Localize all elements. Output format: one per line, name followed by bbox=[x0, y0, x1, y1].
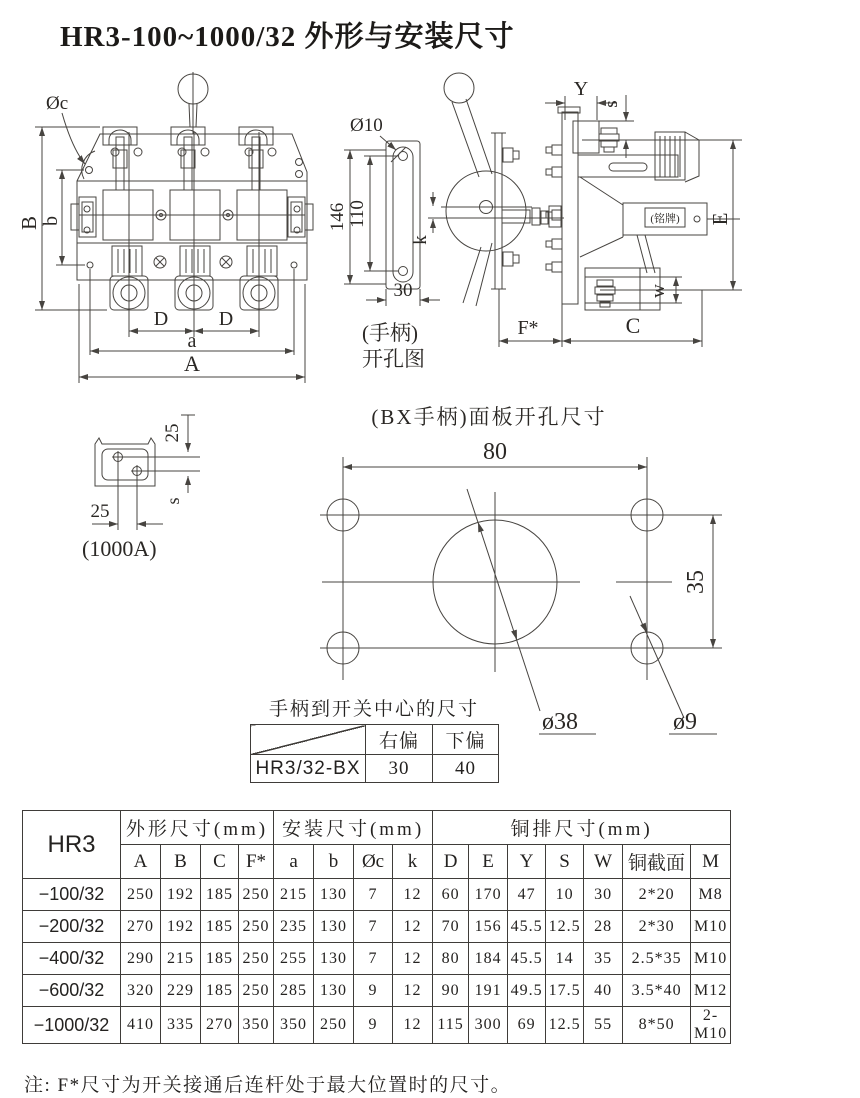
table-corner-HR3: HR3 bbox=[23, 811, 121, 879]
group-header-outline: 外形尺寸(mm) bbox=[121, 811, 274, 845]
cell: 3.5*40 bbox=[623, 975, 691, 1007]
cell: 80 bbox=[433, 943, 469, 975]
cell: 255 bbox=[274, 943, 314, 975]
col-header-Y: Y bbox=[508, 845, 546, 879]
handle-cutout-drawing bbox=[327, 115, 440, 371]
cell: 184 bbox=[469, 943, 508, 975]
cell: 12 bbox=[393, 911, 433, 943]
col-header-a: a bbox=[274, 845, 314, 879]
cell: 130 bbox=[314, 911, 354, 943]
col-header-M: M bbox=[691, 845, 731, 879]
dim-label-phi9: ø9 bbox=[673, 709, 697, 735]
cell: 192 bbox=[161, 911, 201, 943]
dim-label-b: b bbox=[40, 216, 62, 226]
cell: 9 bbox=[354, 1007, 393, 1044]
cell: 2*30 bbox=[623, 911, 691, 943]
cell: 170 bbox=[469, 879, 508, 911]
cell: 250 bbox=[314, 1007, 354, 1044]
dim-label-A: A bbox=[184, 351, 200, 376]
cell: 290 bbox=[121, 943, 161, 975]
cell: 90 bbox=[433, 975, 469, 1007]
cell: 192 bbox=[161, 879, 201, 911]
cell: 69 bbox=[508, 1007, 546, 1044]
cell: 2.5*35 bbox=[623, 943, 691, 975]
dim-label-110: 110 bbox=[347, 200, 368, 228]
row-model: −100/32 bbox=[23, 879, 121, 911]
col-header-phi-c: Øc bbox=[354, 845, 393, 879]
dim-label-Y: Y bbox=[573, 78, 589, 100]
cell: 270 bbox=[121, 911, 161, 943]
cell: 40 bbox=[584, 975, 623, 1007]
col-header-E: E bbox=[469, 845, 508, 879]
bx-panel-title: (BX手柄)面板开孔尺寸 bbox=[371, 405, 607, 429]
cell: 185 bbox=[201, 975, 239, 1007]
table-row-400-32 bbox=[23, 943, 731, 975]
table-row-1000-32 bbox=[23, 1007, 731, 1044]
cell: 250 bbox=[121, 879, 161, 911]
dim-label-phi-c: Øc bbox=[46, 93, 69, 114]
dim-label-a: a bbox=[187, 330, 197, 352]
cell: 250 bbox=[239, 911, 274, 943]
offset-right-value: 30 bbox=[366, 755, 433, 783]
bx-panel-drawing bbox=[320, 405, 722, 735]
offset-down-value: 40 bbox=[433, 755, 499, 783]
cell: 55 bbox=[584, 1007, 623, 1044]
cell: 12.5 bbox=[546, 911, 584, 943]
offset-header-down: 下偏 bbox=[433, 725, 499, 755]
table-row-100-32 bbox=[23, 879, 731, 911]
dim-label-C: C bbox=[625, 313, 641, 338]
dim-label-80: 80 bbox=[483, 439, 507, 465]
col-header-D: D bbox=[433, 845, 469, 879]
dim-label-F: F* bbox=[517, 317, 539, 339]
table-row-200-32 bbox=[23, 911, 731, 943]
offset-table-section bbox=[250, 694, 498, 783]
dim-label-35: 35 bbox=[683, 570, 709, 594]
col-header-k: k bbox=[393, 845, 433, 879]
cell: 285 bbox=[274, 975, 314, 1007]
dim-label-s-side: s bbox=[601, 100, 622, 108]
col-header-F: F* bbox=[239, 845, 274, 879]
cell: 7 bbox=[354, 911, 393, 943]
cell: 320 bbox=[121, 975, 161, 1007]
bracket-1000a-drawing bbox=[82, 415, 200, 561]
cell: 350 bbox=[274, 1007, 314, 1044]
row-model: −1000/32 bbox=[23, 1007, 121, 1044]
col-header-W: W bbox=[584, 845, 623, 879]
cell: 215 bbox=[274, 879, 314, 911]
dim-label-25-horiz: 25 bbox=[90, 501, 110, 522]
cell: 60 bbox=[433, 879, 469, 911]
cell: M10 bbox=[691, 911, 731, 943]
cell: 250 bbox=[239, 879, 274, 911]
dim-label-25-vert: 25 bbox=[162, 423, 183, 443]
cell: 7 bbox=[354, 879, 393, 911]
col-header-b: b bbox=[314, 845, 354, 879]
cell: 229 bbox=[161, 975, 201, 1007]
dim-label-30: 30 bbox=[393, 280, 413, 301]
row-model: −600/32 bbox=[23, 975, 121, 1007]
cell: 130 bbox=[314, 879, 354, 911]
cell: 2-M10 bbox=[691, 1007, 731, 1044]
col-header-S: S bbox=[546, 845, 584, 879]
cell: 30 bbox=[584, 879, 623, 911]
handle-caption-line2: 开孔图 bbox=[362, 347, 425, 371]
dim-label-w: w bbox=[648, 284, 669, 298]
offset-table-title: 手柄到开关中心的尺寸 bbox=[268, 699, 479, 720]
cell: 45.5 bbox=[508, 943, 546, 975]
dim-label-phi38: ø38 bbox=[542, 709, 578, 735]
cell: 17.5 bbox=[546, 975, 584, 1007]
cell: 28 bbox=[584, 911, 623, 943]
col-header-A: A bbox=[121, 845, 161, 879]
cell: 130 bbox=[314, 975, 354, 1007]
cell: 35 bbox=[584, 943, 623, 975]
cell: 235 bbox=[274, 911, 314, 943]
cell: 215 bbox=[161, 943, 201, 975]
group-header-install: 安装尺寸(mm) bbox=[274, 811, 433, 845]
handle-caption-line1: (手柄) bbox=[362, 321, 418, 345]
dim-label-s-bracket: s bbox=[163, 497, 183, 505]
cell: 410 bbox=[121, 1007, 161, 1044]
cell: 2*20 bbox=[623, 879, 691, 911]
cell: 156 bbox=[469, 911, 508, 943]
offset-header-row bbox=[251, 725, 499, 755]
dim-label-k: k bbox=[410, 235, 431, 245]
cell: 185 bbox=[201, 879, 239, 911]
cell: 47 bbox=[508, 879, 546, 911]
cell: 250 bbox=[239, 943, 274, 975]
cell: 250 bbox=[239, 975, 274, 1007]
cell: 185 bbox=[201, 943, 239, 975]
group-header-busbar: 铜排尺寸(mm) bbox=[433, 811, 731, 845]
cell: 12 bbox=[393, 943, 433, 975]
dim-label-D-left: D bbox=[153, 308, 169, 330]
cell: 10 bbox=[546, 879, 584, 911]
cell: 350 bbox=[239, 1007, 274, 1044]
cell: M12 bbox=[691, 975, 731, 1007]
side-view-drawing bbox=[428, 73, 742, 347]
offset-data-row bbox=[251, 755, 499, 783]
cell: 12.5 bbox=[546, 1007, 584, 1044]
cell: 335 bbox=[161, 1007, 201, 1044]
table-group-header-row bbox=[23, 811, 731, 845]
page-title: HR3-100~1000/32 外形与安装尺寸 bbox=[60, 21, 515, 53]
cell: 12 bbox=[393, 975, 433, 1007]
cell: 12 bbox=[393, 879, 433, 911]
col-header-C: C bbox=[201, 845, 239, 879]
cell: 45.5 bbox=[508, 911, 546, 943]
cell: 14 bbox=[546, 943, 584, 975]
front-view-drawing bbox=[17, 72, 313, 383]
cell: M10 bbox=[691, 943, 731, 975]
cell: M8 bbox=[691, 879, 731, 911]
cell: 300 bbox=[469, 1007, 508, 1044]
dim-label-146: 146 bbox=[327, 202, 348, 232]
row-model: −200/32 bbox=[23, 911, 121, 943]
col-header-B: B bbox=[161, 845, 201, 879]
cell: 8*50 bbox=[623, 1007, 691, 1044]
cell: 12 bbox=[393, 1007, 433, 1044]
dim-label-B: B bbox=[17, 215, 41, 231]
footnote: 注: F*尺寸为开关接通后连杆处于最大位置时的尺寸。 bbox=[24, 1075, 512, 1096]
cell: 9 bbox=[354, 975, 393, 1007]
cell: 49.5 bbox=[508, 975, 546, 1007]
cell: 270 bbox=[201, 1007, 239, 1044]
row-model: −400/32 bbox=[23, 943, 121, 975]
cell: 185 bbox=[201, 911, 239, 943]
table-column-header-row bbox=[23, 845, 731, 879]
dim-label-D-right: D bbox=[218, 308, 234, 330]
dim-label-E: E bbox=[708, 212, 732, 226]
cell: 70 bbox=[433, 911, 469, 943]
dimension-table bbox=[22, 810, 731, 1044]
dim-label-phi10: Ø10 bbox=[350, 115, 383, 136]
offset-model-cell: HR3/32-BX bbox=[251, 755, 366, 783]
cell: 7 bbox=[354, 943, 393, 975]
offset-corner-cell bbox=[251, 725, 366, 755]
nameplate-label: (铭牌) bbox=[650, 213, 680, 225]
table-row-600-32 bbox=[23, 975, 731, 1007]
cell: 115 bbox=[433, 1007, 469, 1044]
col-header-copper-section: 铜截面 bbox=[623, 845, 691, 879]
offset-header-right: 右偏 bbox=[366, 725, 433, 755]
cell: 191 bbox=[469, 975, 508, 1007]
bracket-caption: (1000A) bbox=[82, 536, 157, 561]
offset-table bbox=[250, 724, 499, 783]
cell: 130 bbox=[314, 943, 354, 975]
dimension-table-section bbox=[22, 810, 731, 1044]
